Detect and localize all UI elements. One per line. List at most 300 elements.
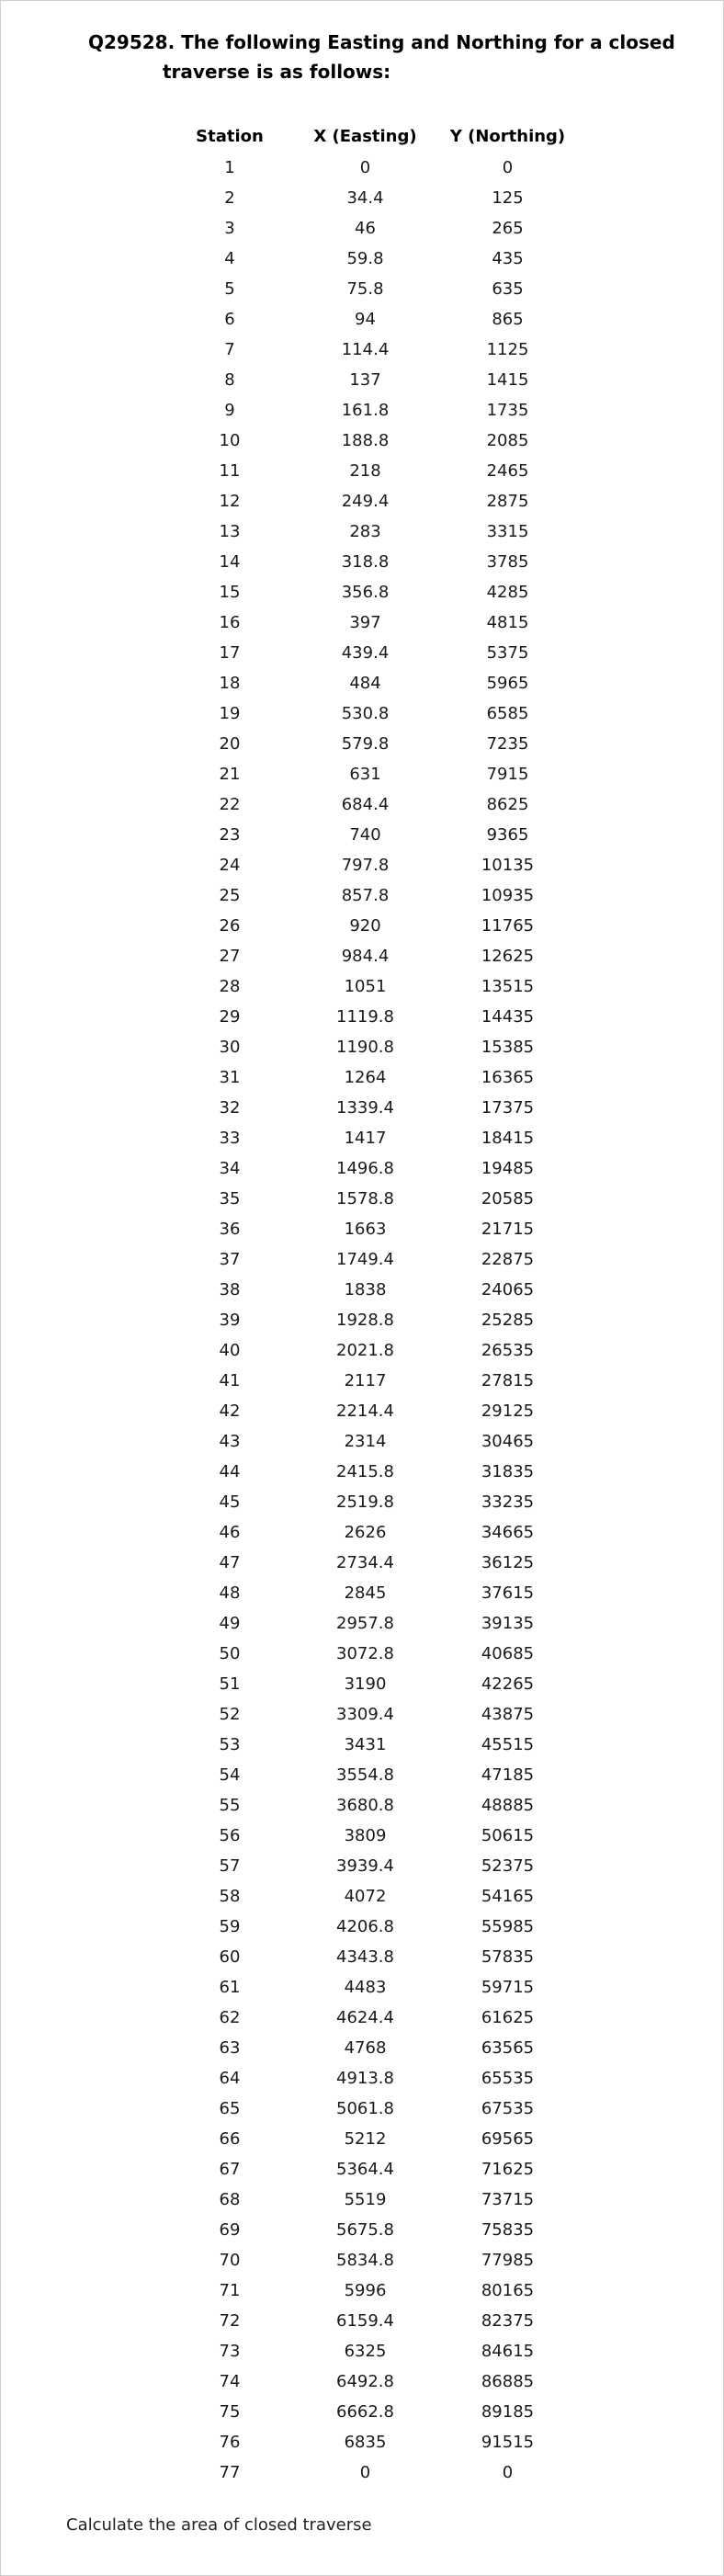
station-cell: 13 [219, 522, 241, 541]
easting-cell: 530.8 [341, 704, 390, 723]
easting-cell: 740 [349, 825, 381, 845]
northing-cell: 4285 [486, 583, 529, 602]
table-row [165, 880, 579, 911]
table-row [165, 213, 579, 244]
northing-cell: 11765 [481, 916, 535, 936]
station-cell: 38 [219, 1280, 241, 1299]
easting-cell: 439.4 [341, 643, 390, 663]
station-cell: 65 [219, 2099, 241, 2118]
table-row [165, 1790, 579, 1821]
footer-question: Calculate the area of closed traverse [66, 2515, 372, 2535]
easting-cell: 579.8 [341, 734, 390, 754]
station-cell: 73 [219, 2342, 241, 2361]
station-cell: 11 [219, 461, 241, 481]
easting-cell: 5834.8 [336, 2251, 394, 2270]
northing-cell: 265 [492, 219, 524, 238]
northing-cell: 5375 [486, 643, 529, 663]
easting-cell: 5675.8 [336, 2220, 394, 2240]
table-row [165, 1760, 579, 1790]
table-row [165, 2154, 579, 2184]
easting-cell: 6835 [344, 2433, 387, 2452]
table-row [165, 395, 579, 426]
northing-cell: 75835 [481, 2220, 535, 2240]
table-row [165, 820, 579, 850]
easting-cell: 2117 [344, 1371, 387, 1390]
easting-cell: 1749.4 [336, 1250, 394, 1269]
station-cell: 29 [219, 1007, 241, 1027]
northing-cell: 26535 [481, 1341, 535, 1360]
table-row [165, 2336, 579, 2366]
easting-cell: 0 [359, 2463, 371, 2482]
station-cell: 60 [219, 1947, 241, 1967]
table-row [165, 486, 579, 516]
station-cell: 49 [219, 1614, 241, 1633]
header-easting: X (Easting) [313, 126, 417, 146]
easting-cell: 4913.8 [336, 2069, 394, 2088]
northing-cell: 5965 [486, 674, 529, 693]
table-row [165, 759, 579, 789]
northing-cell: 34665 [481, 1523, 535, 1542]
easting-cell: 6492.8 [336, 2372, 394, 2391]
northing-cell: 40685 [481, 1644, 535, 1663]
northing-cell: 54165 [481, 1887, 535, 1906]
northing-cell: 65535 [481, 2069, 535, 2088]
northing-cell: 19485 [481, 1159, 535, 1178]
table-row [165, 2366, 579, 2397]
easting-cell: 4343.8 [336, 1947, 394, 1967]
table-row [165, 1699, 579, 1730]
station-cell: 61 [219, 1978, 241, 1997]
easting-cell: 137 [349, 370, 381, 390]
station-cell: 43 [219, 1432, 241, 1451]
station-cell: 42 [219, 1401, 241, 1421]
table-row [165, 911, 579, 941]
table-row [165, 1123, 579, 1153]
station-cell: 7 [224, 340, 235, 359]
table-row [165, 729, 579, 759]
table-row [165, 2124, 579, 2154]
station-cell: 20 [219, 734, 241, 754]
northing-cell: 0 [502, 2463, 514, 2482]
station-cell: 4 [224, 249, 235, 268]
easting-cell: 59.8 [346, 249, 384, 268]
northing-cell: 29125 [481, 1401, 535, 1421]
table-row [165, 1002, 579, 1032]
traverse-table [165, 119, 579, 2488]
northing-cell: 12625 [481, 947, 535, 966]
station-cell: 23 [219, 825, 241, 845]
easting-cell: 114.4 [341, 340, 390, 359]
station-cell: 24 [219, 856, 241, 875]
northing-cell: 3785 [486, 552, 529, 572]
station-cell: 55 [219, 1796, 241, 1815]
northing-cell: 43875 [481, 1705, 535, 1724]
easting-cell: 6159.4 [336, 2311, 394, 2331]
station-cell: 62 [219, 2008, 241, 2027]
table-row [165, 607, 579, 638]
easting-cell: 484 [349, 674, 381, 693]
table-row [165, 426, 579, 456]
northing-cell: 84615 [481, 2342, 535, 2361]
table-row [165, 2063, 579, 2094]
easting-cell: 3939.4 [336, 1856, 394, 1876]
northing-cell: 50615 [481, 1826, 535, 1845]
table-row [165, 1669, 579, 1699]
northing-cell: 435 [492, 249, 524, 268]
easting-cell: 5212 [344, 2129, 387, 2149]
station-cell: 26 [219, 916, 241, 936]
station-cell: 28 [219, 977, 241, 996]
northing-cell: 42265 [481, 1674, 535, 1694]
station-cell: 68 [219, 2190, 241, 2209]
station-cell: 30 [219, 1038, 241, 1057]
table-row [165, 941, 579, 971]
easting-cell: 356.8 [341, 583, 390, 602]
station-cell: 25 [219, 886, 241, 905]
easting-cell: 1496.8 [336, 1159, 394, 1178]
easting-cell: 4206.8 [336, 1917, 394, 1936]
table-row [165, 153, 579, 183]
northing-cell: 39135 [481, 1614, 535, 1633]
northing-cell: 1415 [486, 370, 529, 390]
station-cell: 19 [219, 704, 241, 723]
table-row [165, 456, 579, 486]
table-row [165, 1244, 579, 1275]
northing-cell: 1125 [486, 340, 529, 359]
northing-cell: 27815 [481, 1371, 535, 1390]
easting-cell: 2626 [344, 1523, 387, 1542]
station-cell: 10 [219, 431, 241, 450]
station-cell: 63 [219, 2038, 241, 2058]
easting-cell: 94 [355, 310, 376, 329]
question-text [88, 28, 675, 86]
station-cell: 51 [219, 1674, 241, 1694]
easting-cell: 188.8 [341, 431, 390, 450]
northing-cell: 24065 [481, 1280, 535, 1299]
table-row [165, 1578, 579, 1608]
station-cell: 77 [219, 2463, 241, 2482]
easting-cell: 5061.8 [336, 2099, 394, 2118]
station-cell: 12 [219, 492, 241, 511]
easting-cell: 3190 [344, 1674, 387, 1694]
table-row [165, 1153, 579, 1184]
table-row [165, 2094, 579, 2124]
northing-cell: 22875 [481, 1250, 535, 1269]
station-cell: 44 [219, 1462, 241, 1481]
northing-cell: 80165 [481, 2281, 535, 2300]
easting-cell: 857.8 [341, 886, 390, 905]
northing-cell: 9365 [486, 825, 529, 845]
easting-cell: 797.8 [341, 856, 390, 875]
northing-cell: 91515 [481, 2433, 535, 2452]
easting-cell: 1663 [344, 1220, 387, 1239]
northing-cell: 865 [492, 310, 524, 329]
table-row [165, 1851, 579, 1881]
easting-cell: 1928.8 [336, 1311, 394, 1330]
easting-cell: 1339.4 [336, 1098, 394, 1118]
northing-cell: 67535 [481, 2099, 535, 2118]
easting-cell: 5519 [344, 2190, 387, 2209]
northing-cell: 4815 [486, 613, 529, 632]
easting-cell: 920 [349, 916, 381, 936]
northing-cell: 8625 [486, 795, 529, 814]
station-cell: 53 [219, 1735, 241, 1754]
northing-cell: 6585 [486, 704, 529, 723]
easting-cell: 318.8 [341, 552, 390, 572]
station-cell: 33 [219, 1129, 241, 1148]
easting-cell: 1190.8 [336, 1038, 394, 1057]
station-cell: 36 [219, 1220, 241, 1239]
table-row [165, 1972, 579, 2003]
station-cell: 67 [219, 2160, 241, 2179]
station-cell: 72 [219, 2311, 241, 2331]
question-line-2: traverse is as follows: [163, 61, 391, 83]
station-cell: 66 [219, 2129, 241, 2149]
northing-cell: 37615 [481, 1583, 535, 1603]
easting-cell: 397 [349, 613, 381, 632]
northing-cell: 17375 [481, 1098, 535, 1118]
northing-cell: 13515 [481, 977, 535, 996]
northing-cell: 10935 [481, 886, 535, 905]
table-row [165, 1639, 579, 1669]
northing-cell: 33235 [481, 1492, 535, 1512]
northing-cell: 63565 [481, 2038, 535, 2058]
easting-cell: 2415.8 [336, 1462, 394, 1481]
easting-cell: 2314 [344, 1432, 387, 1451]
easting-cell: 2734.4 [336, 1553, 394, 1572]
northing-cell: 55985 [481, 1917, 535, 1936]
table-row [165, 304, 579, 335]
easting-cell: 684.4 [341, 795, 390, 814]
northing-cell: 47185 [481, 1765, 535, 1785]
northing-cell: 31835 [481, 1462, 535, 1481]
station-cell: 40 [219, 1341, 241, 1360]
easting-cell: 4072 [344, 1887, 387, 1906]
northing-cell: 15385 [481, 1038, 535, 1057]
table-body [165, 153, 579, 2488]
table-row [165, 1184, 579, 1214]
station-cell: 27 [219, 947, 241, 966]
table-row [165, 1093, 579, 1123]
easting-cell: 1838 [344, 1280, 387, 1299]
northing-cell: 25285 [481, 1311, 535, 1330]
table-row [165, 2003, 579, 2033]
easting-cell: 631 [349, 765, 381, 784]
table-row [165, 547, 579, 577]
easting-cell: 3072.8 [336, 1644, 394, 1663]
station-cell: 69 [219, 2220, 241, 2240]
station-cell: 46 [219, 1523, 241, 1542]
northing-cell: 82375 [481, 2311, 535, 2331]
northing-cell: 69565 [481, 2129, 535, 2149]
station-cell: 59 [219, 1917, 241, 1936]
table-row [165, 1062, 579, 1093]
northing-cell: 2875 [486, 492, 529, 511]
table-row [165, 1457, 579, 1487]
northing-cell: 71625 [481, 2160, 535, 2179]
station-cell: 54 [219, 1765, 241, 1785]
easting-cell: 3554.8 [336, 1765, 394, 1785]
header-station: Station [196, 126, 264, 146]
station-cell: 6 [224, 310, 235, 329]
table-row [165, 1821, 579, 1851]
table-row [165, 2427, 579, 2457]
easting-cell: 2519.8 [336, 1492, 394, 1512]
station-cell: 70 [219, 2251, 241, 2270]
station-cell: 75 [219, 2402, 241, 2422]
station-cell: 57 [219, 1856, 241, 1876]
easting-cell: 1417 [344, 1129, 387, 1148]
table-row [165, 668, 579, 698]
easting-cell: 1051 [344, 977, 387, 996]
traverse-table-container [165, 119, 579, 2488]
easting-cell: 283 [349, 522, 381, 541]
station-cell: 76 [219, 2433, 241, 2452]
table-row [165, 1396, 579, 1426]
northing-cell: 52375 [481, 1856, 535, 1876]
table-header-row [165, 119, 579, 153]
question-line-1: Q29528. The following Easting and Northing for a closed [88, 31, 675, 53]
station-cell: 14 [219, 552, 241, 572]
table-row [165, 850, 579, 880]
station-cell: 22 [219, 795, 241, 814]
table-row [165, 1366, 579, 1396]
northing-cell: 18415 [481, 1129, 535, 1148]
northing-cell: 14435 [481, 1007, 535, 1027]
easting-cell: 3309.4 [336, 1705, 394, 1724]
easting-cell: 6662.8 [336, 2402, 394, 2422]
northing-cell: 77985 [481, 2251, 535, 2270]
station-cell: 21 [219, 765, 241, 784]
table-row [165, 2215, 579, 2245]
table-row [165, 1730, 579, 1760]
easting-cell: 0 [359, 158, 371, 177]
table-row [165, 1305, 579, 1335]
station-cell: 18 [219, 674, 241, 693]
table-row [165, 577, 579, 607]
easting-cell: 3680.8 [336, 1796, 394, 1815]
station-cell: 35 [219, 1189, 241, 1209]
easting-cell: 4768 [344, 2038, 387, 2058]
northing-cell: 61625 [481, 2008, 535, 2027]
northing-cell: 73715 [481, 2190, 535, 2209]
station-cell: 3 [224, 219, 235, 238]
table-row [165, 1032, 579, 1062]
station-cell: 71 [219, 2281, 241, 2300]
easting-cell: 2021.8 [336, 1341, 394, 1360]
table-row [165, 2306, 579, 2336]
northing-cell: 3315 [486, 522, 529, 541]
northing-cell: 1735 [486, 401, 529, 420]
easting-cell: 161.8 [341, 401, 390, 420]
table-row [165, 638, 579, 668]
table-row [165, 789, 579, 820]
station-cell: 5 [224, 279, 235, 299]
northing-cell: 30465 [481, 1432, 535, 1451]
northing-cell: 20585 [481, 1189, 535, 1209]
northing-cell: 10135 [481, 856, 535, 875]
easting-cell: 1119.8 [336, 1007, 394, 1027]
table-row [165, 1335, 579, 1366]
table-row [165, 1608, 579, 1639]
station-cell: 74 [219, 2372, 241, 2391]
table-row [165, 971, 579, 1002]
station-cell: 15 [219, 583, 241, 602]
station-cell: 52 [219, 1705, 241, 1724]
easting-cell: 249.4 [341, 492, 390, 511]
table-row [165, 1912, 579, 1942]
table-row [165, 244, 579, 274]
easting-cell: 34.4 [346, 188, 384, 208]
table-row [165, 516, 579, 547]
northing-cell: 36125 [481, 1553, 535, 1572]
station-cell: 64 [219, 2069, 241, 2088]
northing-cell: 45515 [481, 1735, 535, 1754]
station-cell: 39 [219, 1311, 241, 1330]
table-row [165, 1487, 579, 1517]
easting-cell: 75.8 [346, 279, 384, 299]
station-cell: 34 [219, 1159, 241, 1178]
easting-cell: 4624.4 [336, 2008, 394, 2027]
station-cell: 41 [219, 1371, 241, 1390]
northing-cell: 2085 [486, 431, 529, 450]
table-row [165, 183, 579, 213]
northing-cell: 7915 [486, 765, 529, 784]
northing-cell: 59715 [481, 1978, 535, 1997]
table-row [165, 2245, 579, 2275]
table-row [165, 335, 579, 365]
station-cell: 56 [219, 1826, 241, 1845]
station-cell: 58 [219, 1887, 241, 1906]
easting-cell: 1264 [344, 1068, 387, 1087]
station-cell: 17 [219, 643, 241, 663]
station-cell: 2 [224, 188, 235, 208]
easting-cell: 984.4 [341, 947, 390, 966]
easting-cell: 1578.8 [336, 1189, 394, 1209]
table-row [165, 2397, 579, 2427]
northing-cell: 635 [492, 279, 524, 299]
northing-cell: 89185 [481, 2402, 535, 2422]
table-row [165, 2457, 579, 2488]
easting-cell: 218 [349, 461, 381, 481]
easting-cell: 4483 [344, 1978, 387, 1997]
station-cell: 32 [219, 1098, 241, 1118]
northing-cell: 86885 [481, 2372, 535, 2391]
station-cell: 1 [224, 158, 235, 177]
table-row [165, 1881, 579, 1912]
table-row [165, 2275, 579, 2306]
northing-cell: 57835 [481, 1947, 535, 1967]
station-cell: 16 [219, 613, 241, 632]
northing-cell: 21715 [481, 1220, 535, 1239]
northing-cell: 7235 [486, 734, 529, 754]
table-row [165, 365, 579, 395]
header-northing: Y (Northing) [449, 126, 566, 146]
station-cell: 48 [219, 1583, 241, 1603]
easting-cell: 2957.8 [336, 1614, 394, 1633]
easting-cell: 5364.4 [336, 2160, 394, 2179]
table-row [165, 1275, 579, 1305]
easting-cell: 3809 [344, 1826, 387, 1845]
easting-cell: 6325 [344, 2342, 387, 2361]
northing-cell: 48885 [481, 1796, 535, 1815]
table-row [165, 1426, 579, 1457]
station-cell: 9 [224, 401, 235, 420]
northing-cell: 125 [492, 188, 524, 208]
easting-cell: 2214.4 [336, 1401, 394, 1421]
table-row [165, 2184, 579, 2215]
northing-cell: 0 [502, 158, 514, 177]
